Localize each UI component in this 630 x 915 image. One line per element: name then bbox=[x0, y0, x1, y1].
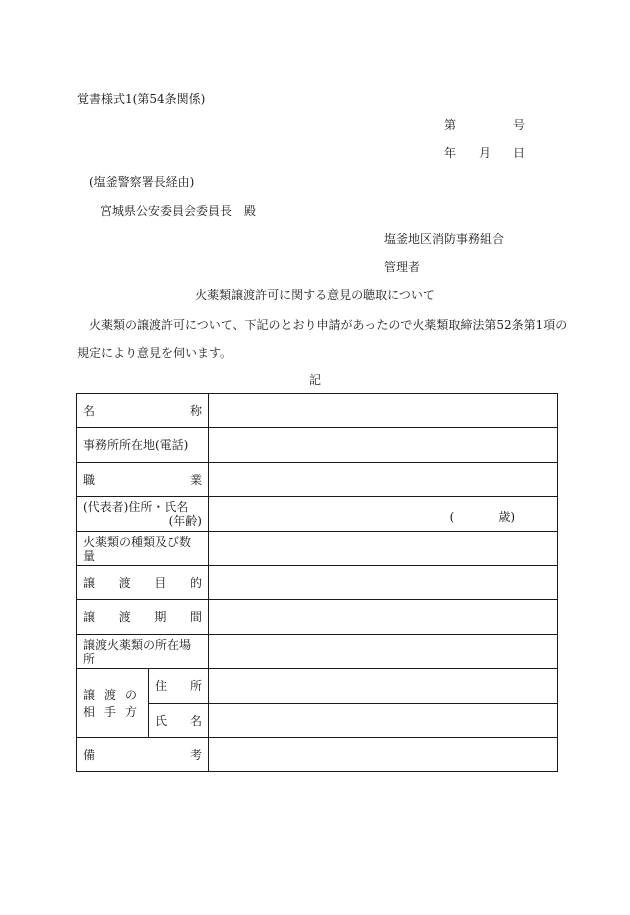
purpose-field[interactable] bbox=[209, 566, 558, 600]
name-field[interactable] bbox=[209, 394, 558, 428]
label-office: 事務所所在地(電話) bbox=[77, 428, 209, 463]
row-office bbox=[77, 428, 558, 463]
document-title: 火薬類譲渡許可に関する意見の聴取について bbox=[195, 288, 435, 302]
partner-name-field[interactable] bbox=[209, 704, 558, 738]
label-name: 名 称 bbox=[77, 394, 209, 428]
row-location bbox=[77, 635, 558, 669]
remarks-field[interactable] bbox=[209, 738, 558, 772]
row-representative bbox=[77, 497, 558, 532]
office-field[interactable] bbox=[209, 428, 558, 463]
age-field: ( 歳) bbox=[449, 510, 515, 524]
representative-field[interactable] bbox=[209, 497, 558, 532]
partner-address-field[interactable] bbox=[209, 669, 558, 704]
row-remarks bbox=[77, 738, 558, 772]
occupation-field[interactable] bbox=[209, 463, 558, 497]
row-partner-address bbox=[77, 669, 558, 704]
row-purpose bbox=[77, 566, 558, 600]
label-partner: 譲 渡 の 相 手 方 bbox=[77, 669, 149, 738]
row-kind-quantity bbox=[77, 532, 558, 566]
label-representative: (代表者)住所・氏名 (年齢) bbox=[77, 497, 209, 532]
period-field[interactable] bbox=[209, 600, 558, 635]
location-field[interactable] bbox=[209, 635, 558, 669]
label-location: 譲渡火薬類の所在場所 bbox=[77, 635, 209, 669]
label-period: 譲 渡 期 間 bbox=[77, 600, 209, 635]
label-kind-quantity: 火薬類の種類及び数量 bbox=[77, 532, 209, 566]
addressee: 宮城県公安委員会委員長 殿 bbox=[100, 204, 257, 218]
row-occupation bbox=[77, 463, 558, 497]
date-year: 年 bbox=[444, 146, 457, 160]
body-line-1: 火薬類の譲渡許可について、下記のとおり申請があったので火薬類取締法第52条第1項の bbox=[89, 318, 568, 332]
number-prefix: 第 bbox=[444, 118, 457, 132]
body-line-2: 規定により意見を伺います。 bbox=[77, 346, 233, 360]
kind-quantity-field[interactable] bbox=[209, 532, 558, 566]
number-suffix: 号 bbox=[513, 118, 526, 132]
sender-title: 管理者 bbox=[384, 260, 421, 274]
label-occupation: 職 業 bbox=[77, 463, 209, 497]
via-note: (塩釜警察署長経由) bbox=[89, 175, 195, 189]
row-period bbox=[77, 600, 558, 635]
form-label: 覚書様式1(第54条関係) bbox=[77, 92, 206, 106]
row-name bbox=[77, 394, 558, 428]
label-purpose: 譲 渡 目 的 bbox=[77, 566, 209, 600]
application-table bbox=[76, 393, 558, 772]
date-day: 日 bbox=[513, 146, 526, 160]
label-partner-address: 住 所 bbox=[149, 669, 209, 704]
label-partner-name: 氏 名 bbox=[149, 704, 209, 738]
ki-label: 記 bbox=[308, 373, 321, 387]
label-remarks: 備 考 bbox=[77, 738, 209, 772]
date-month: 月 bbox=[479, 146, 492, 160]
row-partner-name bbox=[77, 704, 558, 738]
sender-org: 塩釜地区消防事務組合 bbox=[384, 232, 505, 246]
